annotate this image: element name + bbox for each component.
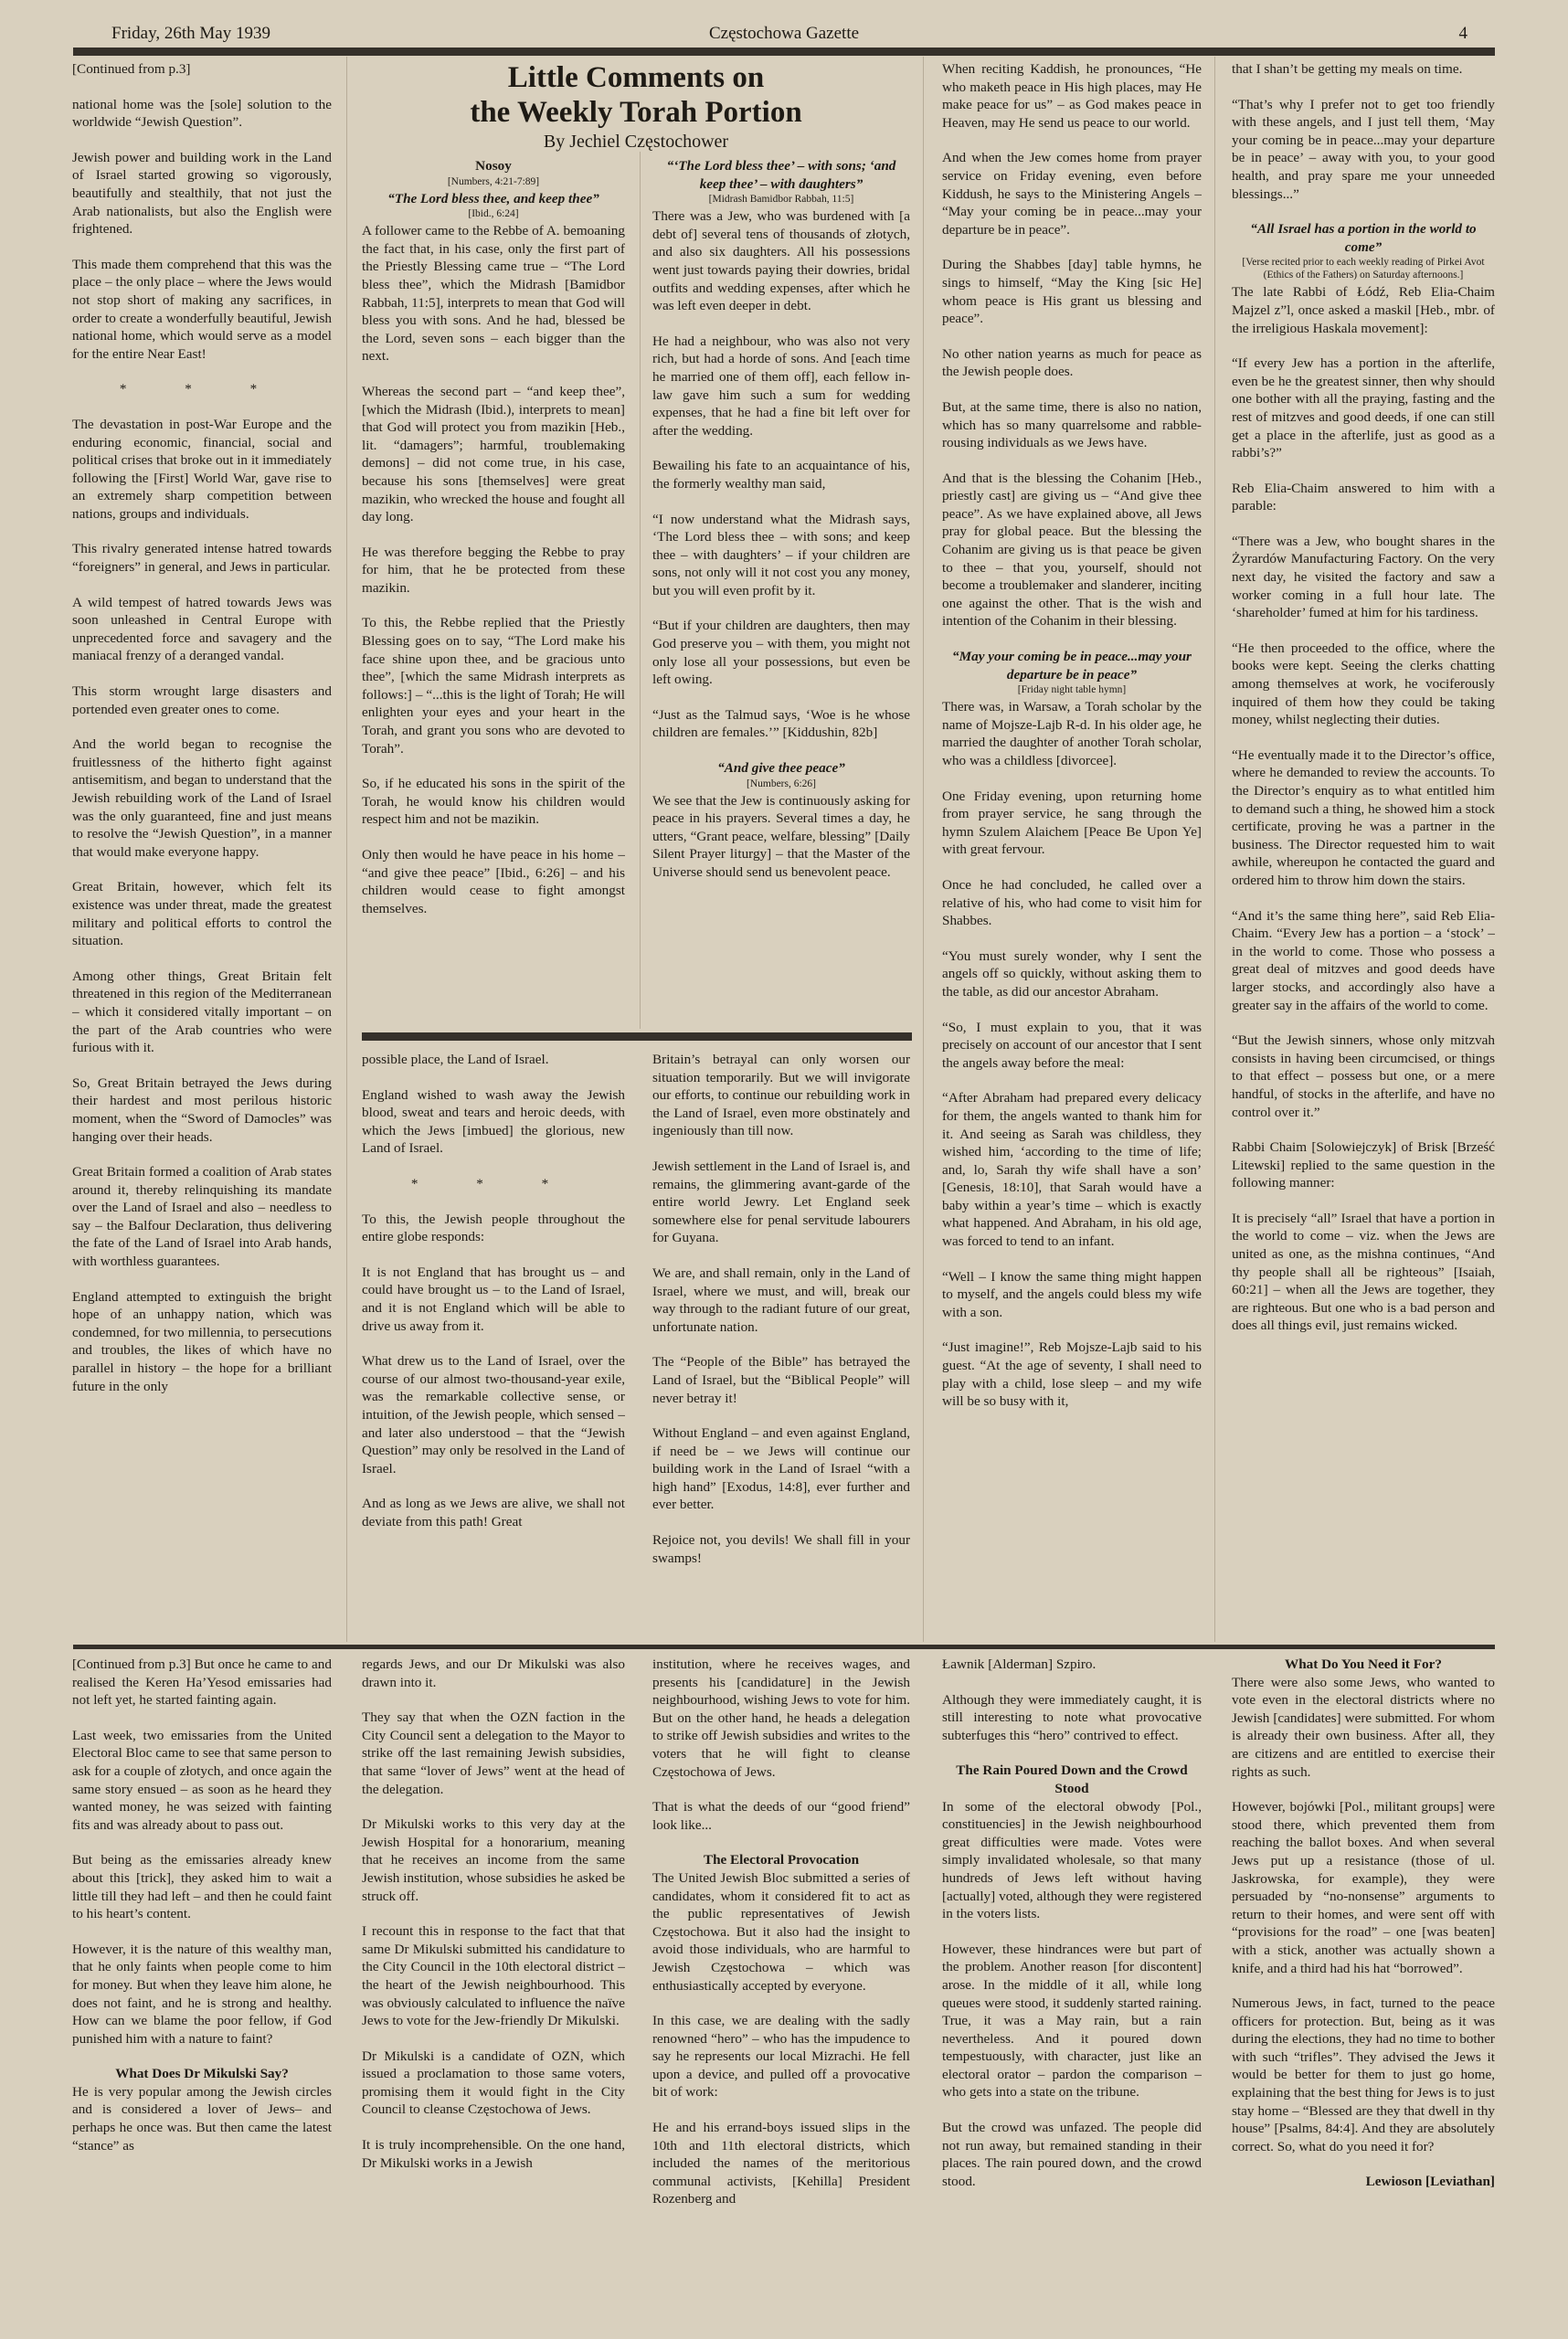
paragraph: He was therefore begging the Rebbe to pray for him, that he be protected from these mazikin. bbox=[362, 544, 625, 596]
column-3 bbox=[652, 157, 910, 1030]
paragraph: Bewailing his fate to an acquaintance of his, the formerly wealthy man said, bbox=[652, 458, 910, 492]
paragraph: “He eventually made it to the Director’s office, where he demanded to review the accounts. To the Director’s enquiry as to what entitled him to demand such a thing, he showed him a stock certificate, proving he was a partner in the business. The Director requested him to wait awhile, whereupon he contacted the guard and ordered him to throw him down the stairs. bbox=[1232, 746, 1495, 888]
paragraph: There were also some Jews, who wanted to vote even in the electoral districts where no Jewish [candidates] were submitted. For whom is already their own business. After all, they are citizens and are entitled to exercise their rights as such. bbox=[1232, 1674, 1495, 1780]
paragraph: Great Britain formed a coalition of Arab states around it, thereby relinquishing its mandate over the Land of Israel and also – needless to say – the Balfour Declaration, thus delivering the fate of the Land of Israel into Arab hands, with worthless guarantees. bbox=[72, 1164, 332, 1270]
paragraph: England attempted to extinguish the bright hope of an unhappy nation, which was condemned, for two millennia, to persecutions and troubles, the likes of which have no parallel in history – the hope for a brilliant future in the only bbox=[72, 1288, 332, 1394]
subheading: “And give thee peace” bbox=[717, 760, 845, 777]
page-header bbox=[71, 20, 1497, 48]
paragraph: Without England – and even against England, if need be – we Jews will continue our building work in the Land of Israel “with a high hand” [Exodus, 14:8], ever further and ever better. bbox=[652, 1425, 910, 1513]
bottom-column-2 bbox=[362, 1656, 625, 2295]
citation: [Ibid., 6:24] bbox=[468, 208, 519, 220]
paragraph: To this, the Jewish people throughout the entire globe responds: bbox=[362, 1211, 625, 1245]
paragraph: Rabbi Chaim [Solowiejczyk] of Brisk [Brześć Litewski] replied to the same question in the following manner: bbox=[1232, 1139, 1495, 1191]
section-heading: What Does Dr Mikulski Say? bbox=[115, 2066, 289, 2082]
paragraph: “But the Jewish sinners, whose only mitzvah consists in having been circumcised, or things to that effect – possess but one, or a mere handful, of stocks in the afterlife, and have no control over it.” bbox=[1232, 1032, 1495, 1120]
paragraph: He is very popular among the Jewish circles and is considered a lover of Jews– and perhaps he once was. But then came the latest “stance” as bbox=[72, 2083, 332, 2154]
column-4 bbox=[942, 60, 1202, 1641]
paragraph: A follower came to the Rebbe of A. bemoaning the fact that, in his case, only the first part of the Priestly Blessing came true – “The Lord bless thee”, which the Midrash [Bamidbor Rabbah, 11:5], interprets to mean that God will bless you with sons. And he had, blessed be the Lord, seven sons – each bigger than the next. bbox=[362, 223, 625, 365]
paragraph: One Friday evening, upon returning home from prayer service, he sang through the hymn Szulem Alaichem [Peace Be Upon Ye] with great fervour. bbox=[942, 788, 1202, 858]
paragraph: I recount this in response to the fact that that same Dr Mikulski submitted his candidature to the City Council in the 10th electoral district – the heart of the Jewish neighbourhood. This was obviously calculated to influence the naïve Jews to vote for the Jew-friendly Dr Mikulski. bbox=[362, 1923, 625, 2029]
header-rule bbox=[73, 48, 1495, 56]
paragraph: It is not England that has brought us – and could have brought us – to the Land of Israel, and it is not England which will be able to drive us away from it. bbox=[362, 1264, 625, 1334]
paragraph: So, Great Britain betrayed the Jews during their hardest and most perilous historic moment, when the “Sword of Damocles” was hanging over their heads. bbox=[72, 1074, 332, 1145]
newspaper-name: Częstochowa Gazette bbox=[708, 24, 860, 43]
paragraph: When reciting Kaddish, he pronounces, “He who maketh peace in His high places, may He make peace for us” – as God makes peace in Heaven, may He send us peace to our world. bbox=[942, 61, 1202, 131]
paragraph: In some of the electoral obwody [Pol., constituencies] in the Jewish neighbourhood great difficulties were made. Votes were simply invalidated wholesale, so that many hundreds of Jews left without having [actually] voted, although they were registered in the voters lists. bbox=[942, 1798, 1202, 1922]
paragraph: possible place, the Land of Israel. bbox=[362, 1052, 549, 1067]
paragraph: The late Rabbi of Łódź, Reb Elia-Chaim Majzel z”l, once asked a maskil [Heb., mbr. of the irreligious Haskala movement]: bbox=[1232, 284, 1495, 336]
paragraph: [Continued from p.3] bbox=[72, 61, 191, 77]
paragraph: But the crowd was unfazed. The people did not run away, but remained standing in their places. The rain poured down, and the crowd stood. bbox=[942, 2120, 1202, 2189]
column-5 bbox=[1232, 60, 1495, 1641]
paragraph: There was a Jew, who was burdened with [a debt of] several tens of thousands of złotych, and also six daughters. All his possessions went just towards paying their dowries, bridal outfits and wedding expenses, after which he was left even deeper in debt. bbox=[652, 208, 910, 314]
paragraph: “But if your children are daughters, then may God preserve you – with them, you might not only lose all your possessions, but even be left owing. bbox=[652, 618, 910, 688]
paragraph: Dr Mikulski is a candidate of OZN, which issued a proclamation to those same voters, promising them it would fight in the City Council to cleanse Częstochowa of Jews. bbox=[362, 2048, 625, 2118]
paragraph: However, these hindrances were but part of the problem. Another reason [for discontent] arose. In the middle of it all, while long queues were stood, it suddenly started raining. True, it was a May rain, but a rain nevertheless. And it poured down tempestuously, with character, just like an electoral orator – pardon the comparison – who gets into a state on the tribune. bbox=[942, 1941, 1202, 2101]
paragraph: And as long as we Jews are alive, we shall not deviate from this path! Great bbox=[362, 1496, 625, 1529]
paragraph: regards Jews, and our Dr Mikulski was also drawn into it. bbox=[362, 1656, 625, 1690]
paragraph: England wished to wash away the Jewish blood, sweat and tears and heroic deeds, with which the Jews [imbued] the glorious, new Land of Israel. bbox=[362, 1086, 625, 1157]
bottom-column-3 bbox=[652, 1656, 910, 2295]
column-1 bbox=[72, 60, 332, 1641]
citation: [Friday night table hymn] bbox=[1017, 684, 1127, 696]
section-heading: What Do You Need it For? bbox=[1285, 1656, 1442, 1672]
article-title-line1: Little Comments on bbox=[507, 61, 765, 94]
section-rule bbox=[73, 1645, 1495, 1649]
paragraph: And when the Jew comes home from prayer service on Friday evening, even before Kiddush, he says to the Ministering Angels – “May your coming be in peace...may your departure be in peace”. bbox=[942, 150, 1202, 238]
paragraph: To this, the Rebbe replied that the Priestly Blessing goes on to say, “The Lord make his face shine upon thee, and be gracious unto thee”, [which the same Midrash interprets as follows:] – “...this is the light of Torah; He will enlighten your eyes and your heart in the Torah, and grant you sons who are devoted to Torah”. bbox=[362, 615, 625, 757]
paragraph: Dr Mikulski works to this very day at the Jewish Hospital for a honorarium, meaning that he receives an income from the same Jewish institution, whose subsidies he asked be struck off. bbox=[362, 1816, 625, 1904]
paragraph: Britain’s betrayal can only worsen our situation temporarily. But we will invigorate our efforts, to continue our rebuilding work in the Land of Israel, even more obstinately and ingeniously than till now. bbox=[652, 1052, 910, 1139]
paragraph: During the Shabbes [day] table hymns, he sings to himself, “May the King [sic He] whom peace is His grant us blessing and peace”. bbox=[942, 257, 1202, 327]
paragraph: Great Britain, however, which felt its existence was under threat, made the greatest military and political efforts to control the situation. bbox=[72, 879, 332, 949]
paragraph: Jewish power and building work in the Land of Israel started growing so vigorously, beautifully and stealthily, that not just the Arab nationalists, but also the English were frightened. bbox=[72, 149, 332, 238]
paragraph: We see that the Jew is continuously asking for peace in his prayers. Several times a day, he utters, “Grant peace, welfare, blessing” [Daily Silent Prayer liturgy] – that the Master of the Universe should send us benevolent peace. bbox=[652, 792, 910, 880]
paragraph: That is what the deeds of our “good friend” look like... bbox=[652, 1799, 910, 1833]
paragraph: There was, in Warsaw, a Torah scholar by the name of Mojsze-Lajb R-d. In his older age, he married the daughter of another Torah scholar, who was a childless [divorcee]. bbox=[942, 699, 1202, 768]
paragraph: However, bojówki [Pol., militant groups] were stood there, which prevented them from reaching the ballot boxes. And when several Jews put up a resistance (those of ul. Jaskrowska, for example), they were persuaded by “no-nonsense” arguments to return to their homes, and were sent off with “provisions for the road” – one [was beaten] with a stick, another was actually shown a knife, and a third had his hat “borrowed”. bbox=[1232, 1799, 1495, 1976]
paragraph: In this case, we are dealing with the sadly renowned “hero” – who has the impudence to say he represents our local Mizrachi. He fell upon a device, and pulled off a provocative bit of work: bbox=[652, 2013, 910, 2101]
paragraph: “He then proceeded to the office, where the books were kept. Seeing the clerks chatting among themselves at work, he vociferously inquired of them how they could be taking money, whilst neglecting their duties. bbox=[1232, 640, 1495, 728]
section-separator: * * * bbox=[119, 381, 285, 397]
paragraph: The “People of the Bible” has betrayed the Land of Israel, but the “Biblical People” will never betray it! bbox=[652, 1354, 910, 1406]
subheading: “‘The Lord bless thee’ – with sons; ‘and keep thee’ – with daughters” bbox=[666, 158, 896, 192]
paragraph: This made them comprehend that this was the place – the only place – where the Jews would not stop short of making any sacrifices, in order to create a wonderfully beautiful, Jewish national home, which would serve as a model for the entire Near East! bbox=[72, 256, 332, 362]
paragraph: They say that when the OZN faction in the City Council sent a delegation to the Mayor to strike off the last remaining Jewish subsidies, that same “lover of Jews” went at the head of the delegation. bbox=[362, 1709, 625, 1797]
paragraph: The United Jewish Bloc submitted a series of candidates, whom it considered fit to act as the public representatives of Jewish Częstochowa. But it also had the insight to avoid those individuals, who are harmful to Jewish Częstochowa – which was enthusiastically accepted by everyone. bbox=[652, 1869, 910, 1994]
paragraph: Once he had concluded, he called over a relative of his, who had come to visit him for Shabbes. bbox=[942, 876, 1202, 929]
paragraph: Jewish settlement in the Land of Israel is, and remains, the glimmering avant-garde of the entire world Jewry. Let England seek somewhere else for penal servitude labourers for Guyana. bbox=[652, 1158, 910, 1246]
page-number: 4 bbox=[1458, 24, 1467, 43]
paragraph: He had a neighbour, who was also not very rich, but had a horde of sons. And [each time he married one of them off], each fellow in-law gave him such a sum for wedding expenses, that he had a fine bit left over for after the wedding. bbox=[652, 333, 910, 439]
paragraph: “Well – I know the same thing might happen to myself, and the angels could bless my wife with a son. bbox=[942, 1268, 1202, 1320]
column-2-lower bbox=[362, 1051, 625, 1641]
bottom-column-5 bbox=[1232, 1656, 1495, 2295]
paragraph: “If every Jew has a portion in the afterlife, even be he the greatest sinner, then why should one bother with all the praying, fasting and the rest of mitzves and good deeds, if one can still get a place in the afterlife, just as good as a rabbi’s?” bbox=[1232, 355, 1495, 461]
paragraph: Rejoice not, you devils! We shall fill in your swamps! bbox=[652, 1532, 910, 1566]
paragraph: Only then would he have peace in his home – “and give thee peace” [Ibid., 6:26] – and his children would cease to fight amongst themselves. bbox=[362, 847, 625, 916]
issue-date: Friday, 26th May 1939 bbox=[111, 24, 270, 43]
paragraph: No other nation yearns as much for peace as the Jewish people does. bbox=[942, 345, 1202, 380]
author-signature: Lewioson [Leviathan] bbox=[1365, 2174, 1495, 2190]
article-title-block bbox=[364, 60, 908, 153]
bottom-column-1 bbox=[72, 1656, 332, 2295]
citation: [Numbers, 6:26] bbox=[746, 778, 816, 789]
section-heading: The Electoral Provocation bbox=[703, 1852, 860, 1868]
paragraph: “That’s why I prefer not to get too friendly with these angels, and I just tell them, ‘May your coming be in peace...may your departure be in peace’ – away with you, to your good health, and pray spare me your unneeded blessings...” bbox=[1232, 96, 1495, 202]
section-heading: Nosoy bbox=[475, 158, 512, 174]
paragraph: “So, I must explain to you, that it was precisely on account of our ancestor that I sent the angels away before the meal: bbox=[942, 1019, 1202, 1071]
column-divider bbox=[923, 57, 924, 1642]
section-heading: The Rain Poured Down and the Crowd Stood bbox=[956, 1762, 1188, 1796]
paragraph: A wild tempest of hatred towards Jews was soon unleashed in Central Europe with unprecedented force and savagery and the maniacal frenzy of a deranged vandal. bbox=[72, 594, 332, 664]
paragraph: Last week, two emissaries from the United Electoral Bloc came to see that same person to ask for a couple of złotych, and once again the same story ensued – as soon as he heard they wanted money, he was seized with fainting fits and was already about to pass out. bbox=[72, 1727, 332, 1833]
paragraph: that I shan’t be getting my meals on time. bbox=[1232, 61, 1463, 77]
paragraph: Reb Elia-Chaim answered to him with a parable: bbox=[1232, 480, 1495, 514]
paragraph: Ławnik [Alderman] Szpiro. bbox=[942, 1656, 1097, 1672]
paragraph: We are, and shall remain, only in the Land of Israel, where we must, and will, break our way through to the radiant future of our great, unfortunate nation. bbox=[652, 1265, 910, 1335]
paragraph: However, it is the nature of this wealthy man, that he only faints when people come to him for money. But when they leave him alone, he does not faint, and he is strong and healthy. How can we blame the poor fellow, if God punished him with a nature to faint? bbox=[72, 1941, 332, 2047]
section-rule bbox=[362, 1032, 912, 1041]
column-divider bbox=[1214, 57, 1215, 1642]
paragraph: What drew us to the Land of Israel, over the course of our almost two-thousand-year exile, was the remarkable collective sense, or intuition, of the Jewish people, which sensed – and later also understood – that the “Jewish Question” may only be resolved in the Land of Israel. bbox=[362, 1353, 625, 1476]
paragraph: “And it’s the same thing here”, said Reb Elia-Chaim. “Every Jew has a portion – a ‘stock’ – in the world to come. Those who possess a great deal of mitzves and good deeds have larger stocks, and accordingly also have a greater say in the affairs of the world to come. bbox=[1232, 907, 1495, 1013]
section-separator: * * * bbox=[410, 1175, 577, 1191]
subheading: “The Lord bless thee, and keep thee” bbox=[387, 190, 599, 206]
paragraph: national home was the [sole] solution to the worldwide “Jewish Question”. bbox=[72, 96, 332, 131]
paragraph: It is precisely “all” Israel that have a portion in the world to come – viz. when the Jews are united as one, as the mishna continues, “And thy people shall all be righteous” [Isaiah, 60:21] – when all the Jews are together, they are righteous. But one who is a bad person and does all things evil, just remains wicked. bbox=[1232, 1210, 1495, 1334]
paragraph: The devastation in post-War Europe and the enduring economic, financial, social and political crises that broke out in it immediately following the [First] World War, gave rise to an extremely sharp competition between nations, groups and individuals. bbox=[72, 416, 332, 522]
citation: [Midrash Bamidbor Rabbah, 11:5] bbox=[708, 194, 854, 206]
column-divider bbox=[346, 57, 347, 1642]
paragraph: [Continued from p.3] But once he came to and realised the Keren Ha’Yesod emissaries had not left yet, he started fainting again. bbox=[72, 1656, 332, 1709]
subheading: “All Israel has a portion in the world to come” bbox=[1250, 221, 1477, 255]
paragraph: Among other things, Great Britain felt threatened in this region of the Mediterranean – which it considered vitally important – on the part of the Arab countries who were furious with it. bbox=[72, 968, 332, 1056]
article-byline: By Jechiel Częstochower bbox=[543, 132, 729, 152]
column-3-lower bbox=[652, 1051, 910, 1641]
column-2 bbox=[362, 157, 625, 1030]
paragraph: But being as the emissaries already knew about this [trick], they asked him to wait a little till they had left – and then he could faint to his heart’s content. bbox=[72, 1852, 332, 1922]
paragraph: He and his errand-boys issued slips in the 10th and 11th electoral districts, which included the names of the meritorious communal activists, [Kehilla] President Rozenberg and bbox=[652, 2120, 910, 2207]
paragraph: “There was a Jew, who bought shares in the Żyrardów Manufacturing Factory. On the very next day, he visited the factory and saw a worker coming in a full hour late. The ‘shareholder’ fumed at him for his tardiness. bbox=[1232, 533, 1495, 621]
column-divider bbox=[640, 152, 641, 1029]
paragraph: So, if he educated his sons in the spirit of the Torah, he would know his children would respect him and not be mazikin. bbox=[362, 776, 625, 828]
paragraph: “You must surely wonder, why I sent the angels off so quickly, without asking them to the table, as did our ancestor Abraham. bbox=[942, 947, 1202, 1000]
paragraph: institution, where he receives wages, and presents his [candidature] in the Jewish neighbourhood, wishing Jews to vote for him. But on the other hand, he heads a delegation to strike off Jewish subsidies and writes to the voters that he will fight to cleanse Częstochowa of Jews. bbox=[652, 1656, 910, 1780]
paragraph: Although they were immediately caught, it is still interesting to note what provocative subterfuges this “hero” contrived to effect. bbox=[942, 1691, 1202, 1743]
paragraph: It is truly incomprehensible. On the one hand, Dr Mikulski works in a Jewish bbox=[362, 2137, 625, 2171]
paragraph: “I now understand what the Midrash says, ‘The Lord bless thee – with sons; and keep thee – with daughters’ – if your children are sons, not only will it not cost you any money, but you will even profit by it. bbox=[652, 511, 910, 598]
paragraph: “Just as the Talmud says, ‘Woe is he whose children are females.’” [Kiddushin, 82b] bbox=[652, 706, 910, 741]
paragraph: This storm wrought large disasters and portended even greater ones to come. bbox=[72, 683, 332, 717]
paragraph: But, at the same time, there is also no nation, which has so many quarrelsome and rabble-rousing individuals as we Jews have. bbox=[942, 398, 1202, 451]
paragraph: Whereas the second part – “and keep thee”, [which the Midrash (Ibid.), interprets to mean] that God will protect you from mazikin [Heb., lit. “damagers”; harmful, troublemaking demons] – did not come true, in his case, because his sons [themselves] were great mazikin, who wrecked the house and fought all day long. bbox=[362, 383, 625, 525]
paragraph: “Just imagine!”, Reb Mojsze-Lajb said to his guest. “At the age of seventy, I shall need to play with a child, lose sleep – and my wife will be so busy with it, bbox=[942, 1339, 1202, 1410]
citation: [Verse recited prior to each weekly reading of Pirkei Avot (Ethics of the Fathers) on Saturday afternoons.] bbox=[1242, 257, 1485, 281]
citation: [Numbers, 4:21-7:89] bbox=[447, 175, 540, 187]
paragraph: “After Abraham had prepared every delicacy for them, the angels wanted to thank him for it. And seeing as Sarah was childless, they wished him, ‘according to the time of life; and, lo, Sarah thy wife shall have a son’ [Genesis, 18:10], that Sarah would have a baby within a year’s time – which is exactly what happened. And Abraham, in his old age, was forced to tend to an infant. bbox=[942, 1090, 1202, 1250]
bottom-column-4 bbox=[942, 1656, 1202, 2295]
paragraph: And that is the blessing the Cohanim [Heb., priestly cast] are giving us – “And give thee peace”. As we have explained above, all Jews pray for global peace. But the blessing the Cohanim are giving us is that peace be given to thee – that you, yourself, should not become a troublemaker and slanderer, inciting one against the other. That is the wish and intention of the Cohanim in their blessing. bbox=[942, 470, 1202, 630]
subheading: “May your coming be in peace...may your departure be in peace” bbox=[952, 649, 1192, 683]
paragraph: This rivalry generated intense hatred towards “foreigners” in general, and Jews in particular. bbox=[72, 541, 332, 576]
paragraph: And the world began to recognise the fruitlessness of the hitherto fight against antisemitism, and began to understand that the Jewish rebuilding work of the Land of Israel was the only guaranteed, fine and just means to resolve the “Jewish Question”, in a manner that would make everyone happy. bbox=[72, 736, 332, 860]
article-title-line2: the Weekly Torah Portion bbox=[470, 96, 802, 129]
paragraph: Numerous Jews, in fact, turned to the peace officers for protection. But, being as it was during the elections, they had no time to bother with such “trifles”. They advised the Jews it would be better for them to just go home, explaining that the best thing for Jews is to just stay home – “Blessed are they that dwell in thy house” [Psalms, 84:4]. And they are absolutely correct. So, what do you need it for? bbox=[1232, 1995, 1495, 2154]
